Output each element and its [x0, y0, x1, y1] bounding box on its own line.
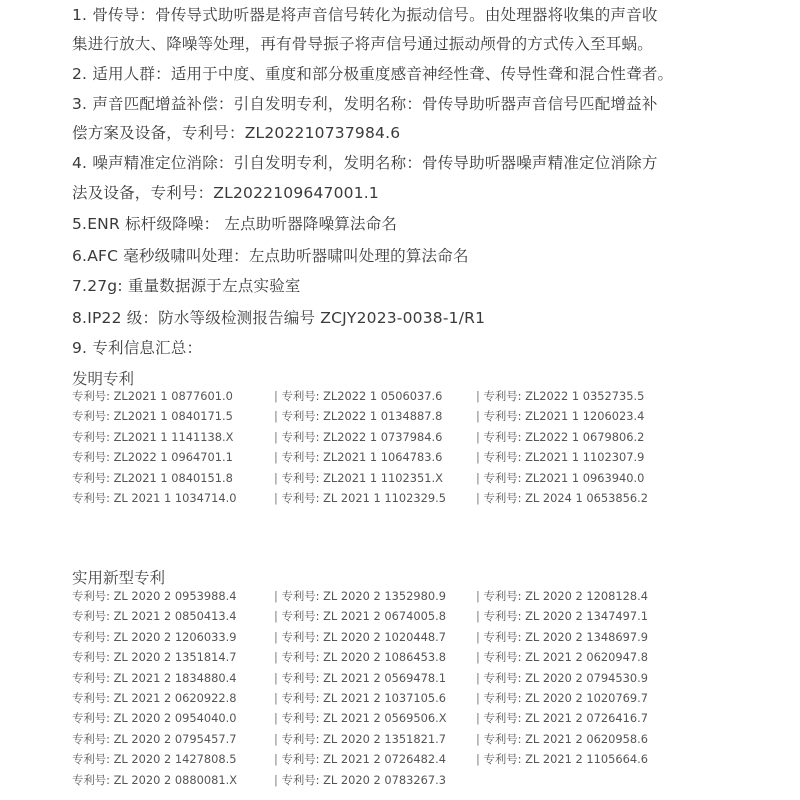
patent-number: 专利号: ZL 2020 2 0795457.7 [72, 731, 237, 746]
patent-row [72, 729, 792, 749]
patent-number: | 专利号: ZL 2021 2 0569478.1 [274, 668, 476, 688]
patent-number: | 专利号: ZL 2020 2 1352980.9 [274, 586, 476, 606]
patent-number: | 专利号: ZL 2021 2 0726482.4 [274, 749, 476, 769]
patent-number: 专利号: ZL2021 1 0877601.0 [72, 389, 233, 403]
patent-number: 专利号: ZL 2020 2 0954040.0 [72, 711, 237, 726]
patent-number: | 专利号: ZL2022 1 0737984.6 [274, 427, 476, 447]
patent-row [72, 488, 792, 508]
patent-number: 专利号: ZL2021 1 0840171.5 [72, 409, 233, 424]
patent-number: | 专利号: ZL 2020 2 1347497.1 [476, 606, 678, 626]
patent-number: | 专利号: ZL2022 1 0134887.8 [274, 406, 476, 426]
patent-number: | 专利号: ZL 2024 1 0653856.2 [476, 488, 678, 508]
patent-number: | 专利号: ZL2021 1 1102307.9 [476, 447, 678, 467]
patent-row [72, 468, 792, 488]
patent-row [72, 447, 792, 467]
patent-number: 专利号: ZL 2020 2 0880081.X [72, 772, 238, 787]
patent-number: | 专利号: ZL 2020 2 1020448.7 [274, 627, 476, 647]
patent-row [72, 386, 792, 406]
patent-number: 专利号: ZL 2020 2 1427808.5 [72, 752, 237, 767]
invention-patents-heading: 发明专利 [72, 370, 135, 388]
patent-number: 专利号: ZL2022 1 0964701.1 [72, 450, 233, 465]
patent-number: | 专利号: ZL 2021 2 1037105.6 [274, 688, 476, 708]
patent-number: 专利号: ZL 2020 2 0953988.4 [72, 589, 237, 603]
patent-row [72, 770, 792, 790]
patent-number: | 专利号: ZL2021 1 1064783.6 [274, 447, 476, 467]
patent-row [72, 586, 792, 606]
patent-row [72, 406, 792, 426]
patent-number: | 专利号: ZL 2020 2 0794530.9 [476, 668, 678, 688]
patent-number: 专利号: ZL 2020 2 1206033.9 [72, 629, 237, 644]
patent-number: | 专利号: ZL2022 1 0679806.2 [476, 427, 678, 447]
patent-row [72, 749, 792, 769]
item-3-line-2: 偿方案及设备，专利号：ZL202210737984.6 [72, 124, 401, 142]
utility-patent-list [72, 586, 792, 790]
patent-number: 专利号: ZL 2021 2 0620922.8 [72, 690, 237, 705]
patent-number: | 专利号: ZL 2021 2 0620958.6 [476, 729, 678, 749]
item-4-line-1: 4. 噪声精准定位消除：引自发明专利，发明名称：骨传导助听器噪声精准定位消除方 [72, 154, 658, 172]
patent-number: | 专利号: ZL 2020 2 0783267.3 [274, 770, 476, 790]
patent-number: | 专利号: ZL2021 1 0963940.0 [476, 468, 678, 488]
patent-row [72, 708, 792, 728]
patent-number: | 专利号: ZL 2020 2 1086453.8 [274, 647, 476, 667]
patent-row [72, 647, 792, 667]
patent-number: 专利号: ZL2021 1 1141138.X [72, 429, 234, 444]
patent-row [72, 668, 792, 688]
patent-number: | 专利号: ZL2021 1 1102351.X [274, 468, 476, 488]
patent-row [72, 627, 792, 647]
patent-row [72, 606, 792, 626]
patent-number: | 专利号: ZL2022 1 0506037.6 [274, 386, 476, 406]
item-1-line-1: 1. 骨传导：骨传导式助听器是将声音信号转化为振动信号。由处理器将收集的声音收 [72, 6, 658, 24]
patent-number: | 专利号: ZL 2021 2 0620947.8 [476, 647, 678, 667]
patent-row [72, 688, 792, 708]
item-8-line: 8.IP22 级：防水等级检测报告编号 ZCJY2023-0038-1/R1 [72, 309, 486, 327]
invention-patent-list [72, 386, 792, 508]
item-5-line: 5.ENR 标杆级降噪： 左点助听器降噪算法命名 [72, 215, 398, 233]
patent-number: 专利号: ZL 2020 2 1351814.7 [72, 650, 237, 665]
patent-number: | 专利号: ZL2022 1 0352735.5 [476, 386, 678, 406]
patent-row [72, 427, 792, 447]
patent-number: | 专利号: ZL 2020 2 1351821.7 [274, 729, 476, 749]
patent-number: | 专利号: ZL2021 1 1206023.4 [476, 406, 678, 426]
patent-number: | 专利号: ZL 2021 2 0674005.8 [274, 606, 476, 626]
utility-patents-heading: 实用新型专利 [72, 569, 166, 587]
patent-number: | 专利号: ZL 2021 1 1102329.5 [274, 488, 476, 508]
item-7-line: 7.27g: 重量数据源于左点实验室 [72, 277, 301, 295]
item-4-line-2: 法及设备，专利号：ZL2022109647001.1 [72, 184, 379, 202]
item-6-line: 6.AFC 毫秒级啸叫处理：左点助听器啸叫处理的算法命名 [72, 247, 469, 265]
patent-number: | 专利号: ZL 2021 2 0726416.7 [476, 708, 678, 728]
patent-number: | 专利号: ZL 2021 2 1105664.6 [476, 749, 678, 769]
patent-number: 专利号: ZL2021 1 0840151.8 [72, 470, 233, 485]
patent-number: | 专利号: ZL 2021 2 0569506.X [274, 708, 476, 728]
patent-number: 专利号: ZL 2021 1 1034714.0 [72, 490, 237, 505]
patent-number: 专利号: ZL 2021 2 1834880.4 [72, 670, 237, 685]
patent-number: | 专利号: ZL 2020 2 1348697.9 [476, 627, 678, 647]
patent-number: 专利号: ZL 2021 2 0850413.4 [72, 609, 237, 624]
patent-number: | 专利号: ZL 2020 2 1020769.7 [476, 688, 678, 708]
item-1-line-2: 集进行放大、降噪等处理，再有骨导振子将声信号通过振动颅骨的方式传入至耳蜗。 [72, 35, 653, 53]
patent-number: | 专利号: ZL 2020 2 1208128.4 [476, 586, 678, 606]
item-3-line-1: 3. 声音匹配增益补偿：引自发明专利，发明名称：骨传导助听器声音信号匹配增益补 [72, 95, 658, 113]
item-2-line: 2. 适用人群：适用于中度、重度和部分极重度感音神经性聋、传导性聋和混合性聋者。 [72, 65, 674, 83]
item-9-line: 9. 专利信息汇总： [72, 339, 203, 357]
